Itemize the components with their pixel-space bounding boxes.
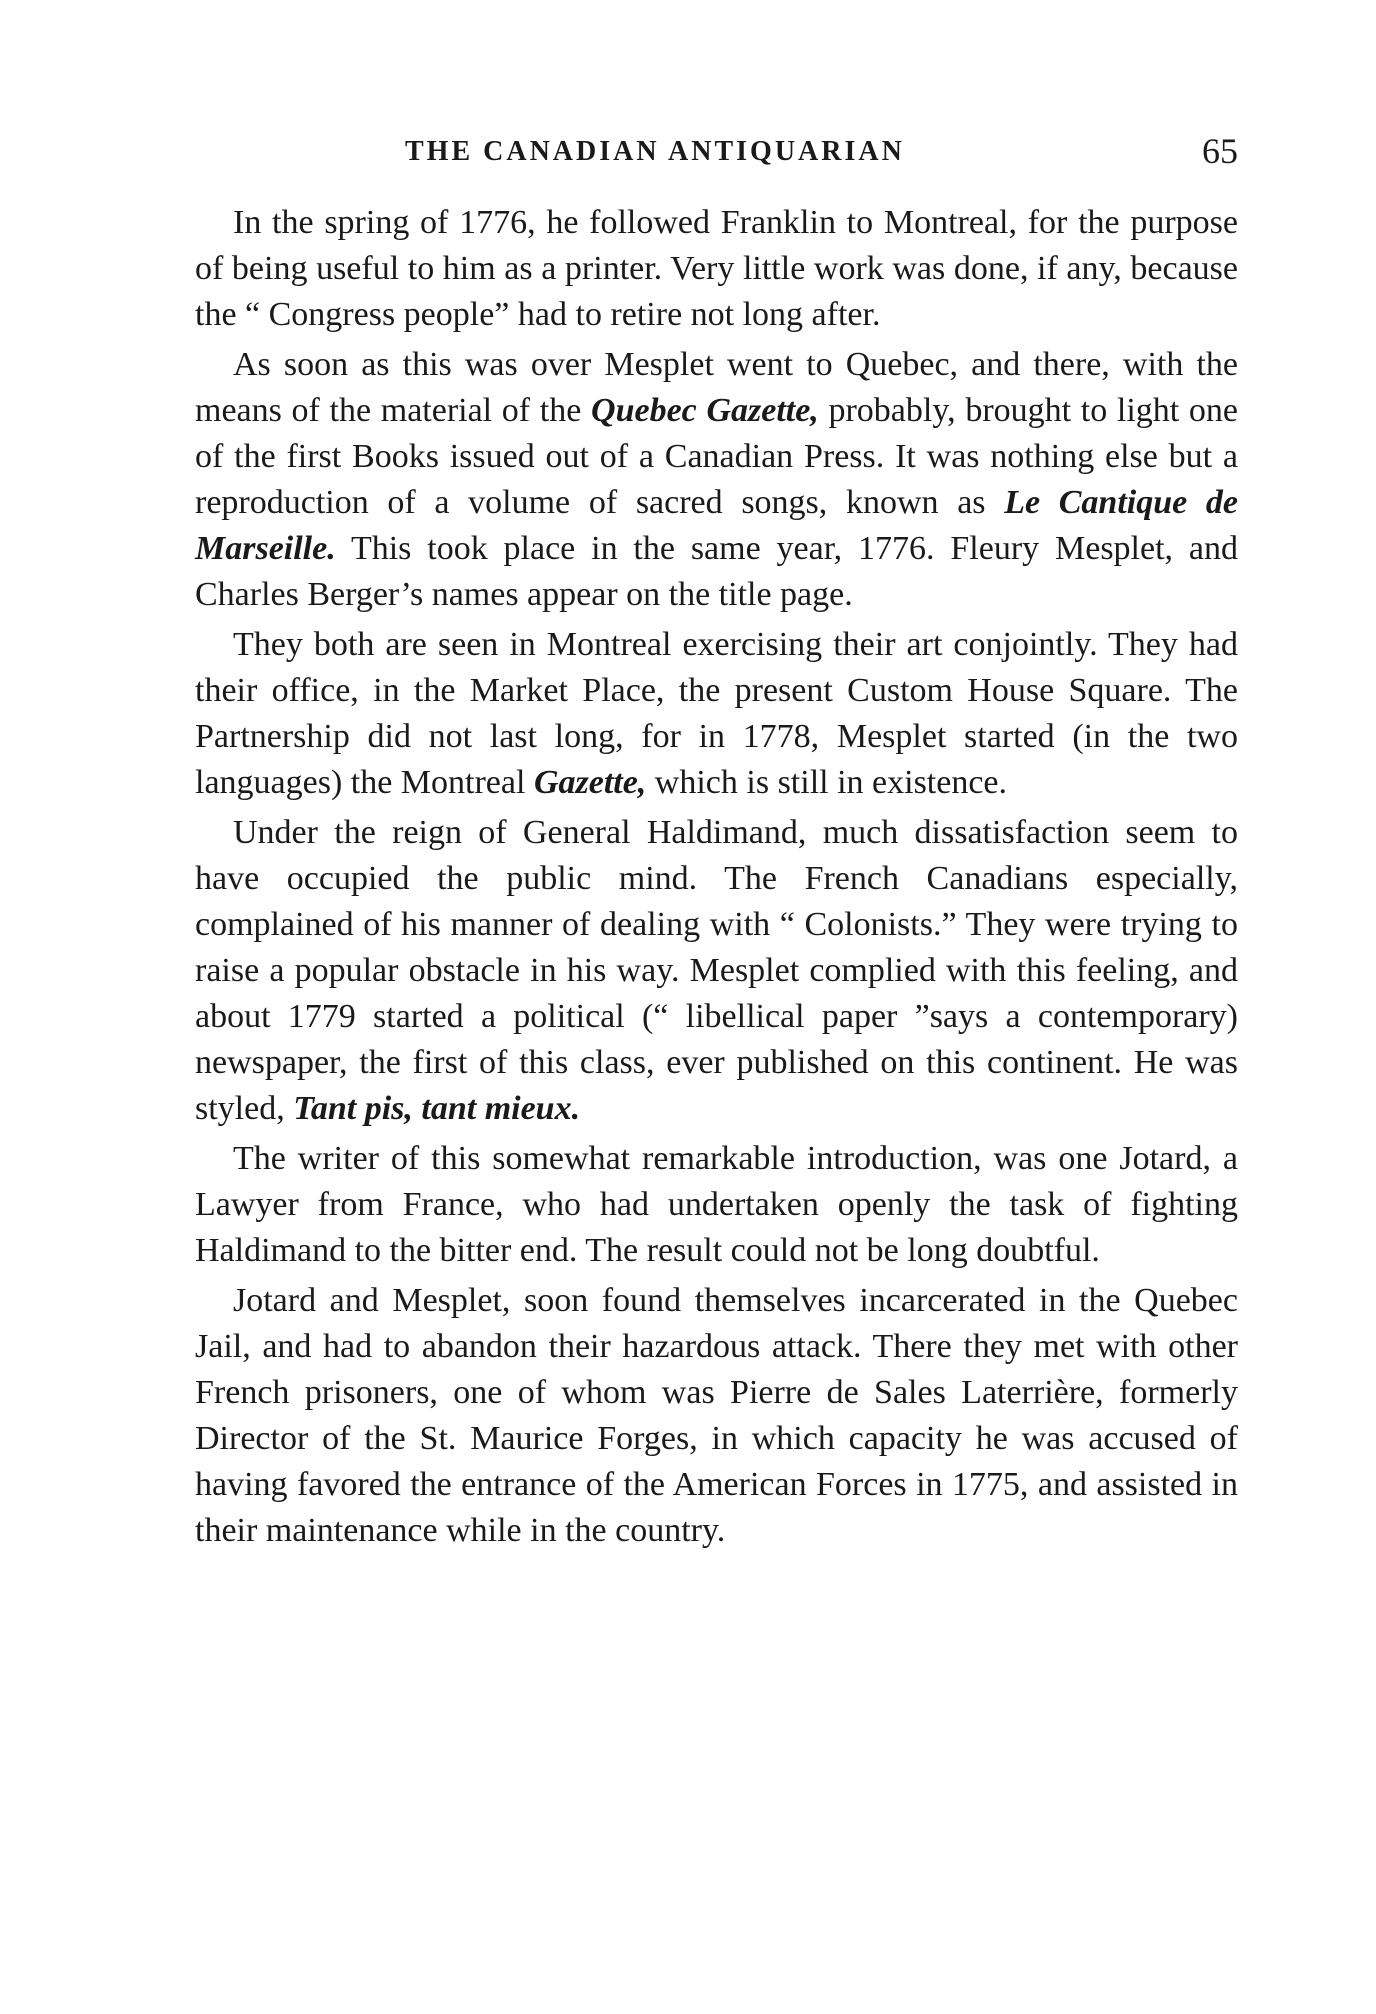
paragraph-2-text-c: This took place in the same year, 1776. Fleury Mesplet, and Charles Berger’s names appear on the title page.	[195, 530, 1238, 613]
paragraph-2	[195, 342, 1238, 618]
paragraph-3-text-a: They both are seen in Montreal exercising their art conjointly. They had their office, in the Market Place, the present Custom House Square. The Partnership did not last long, for in 1778, Mesplet started (in the two languages) the Montreal	[195, 626, 1238, 801]
paragraph-5	[195, 1136, 1238, 1274]
paragraph-3-text-b: which is still in existence.	[646, 764, 1008, 801]
paragraph-2-text-a: As soon as this was over Mesplet went to Quebec, and there, with the means of the material of the	[195, 346, 1238, 429]
paper-title-tant-pis: Tant pis, tant mieux.	[293, 1090, 581, 1127]
running-title: THE CANADIAN ANTIQUARIAN	[405, 136, 905, 167]
newspaper-title-gazette: Gazette,	[533, 764, 647, 801]
running-head	[195, 130, 1238, 178]
paragraph-6-text: Jotard and Mesplet, soon found themselves incarcerated in the Quebec Jail, and had to abandon their hazardous attack. There they met with other French prisoners, one of whom was Pierre de Sales Laterrière, formerly Director of the St. Maurice Forges, in which capacity he was accused of having favored the entrance of the American Forces in 1775, and assisted in their maintenance while in the country.	[195, 1282, 1238, 1549]
paragraph-6	[195, 1278, 1238, 1554]
page-number: 65	[1202, 131, 1238, 171]
book-title-cantique: Le Cantique de Marseille.	[195, 484, 1238, 567]
paragraph-1-text: In the spring of 1776, he followed Franklin to Montreal, for the purpose of being useful to him as a printer. Very little work was done, if any, because the “ Congress people” had to retire not long after.	[195, 204, 1238, 333]
paragraph-2-text-b: probably, brought to light one of the first Books issued out of a Canadian Press. It was nothing else but a reproduction of a volume of sacred songs, known as	[195, 392, 1238, 521]
paragraph-5-text: The writer of this somewhat remarkable introduction, was one Jotard, a Lawyer from France, who had undertaken openly the task of fighting Haldimand to the bitter end. The result could not be long doubtful.	[195, 1140, 1238, 1269]
newspaper-title-quebec-gazette: Quebec Gazette,	[591, 392, 819, 429]
paragraph-1	[195, 200, 1238, 338]
paragraph-4	[195, 810, 1238, 1132]
paragraph-3	[195, 622, 1238, 806]
paragraph-4-text-a: Under the reign of General Haldimand, much dissatisfaction seem to have occupied the public mind. The French Canadians especially, complained of his manner of dealing with “ Colonists.” They were trying to raise a popular obstacle in his way. Mesplet complied with this feeling, and about 1779 started a political (“ libellical paper ”says a contemporary) newspaper, the first of this class, ever published on this continent. He was styled,	[195, 814, 1238, 1127]
book-page	[195, 130, 1238, 1558]
